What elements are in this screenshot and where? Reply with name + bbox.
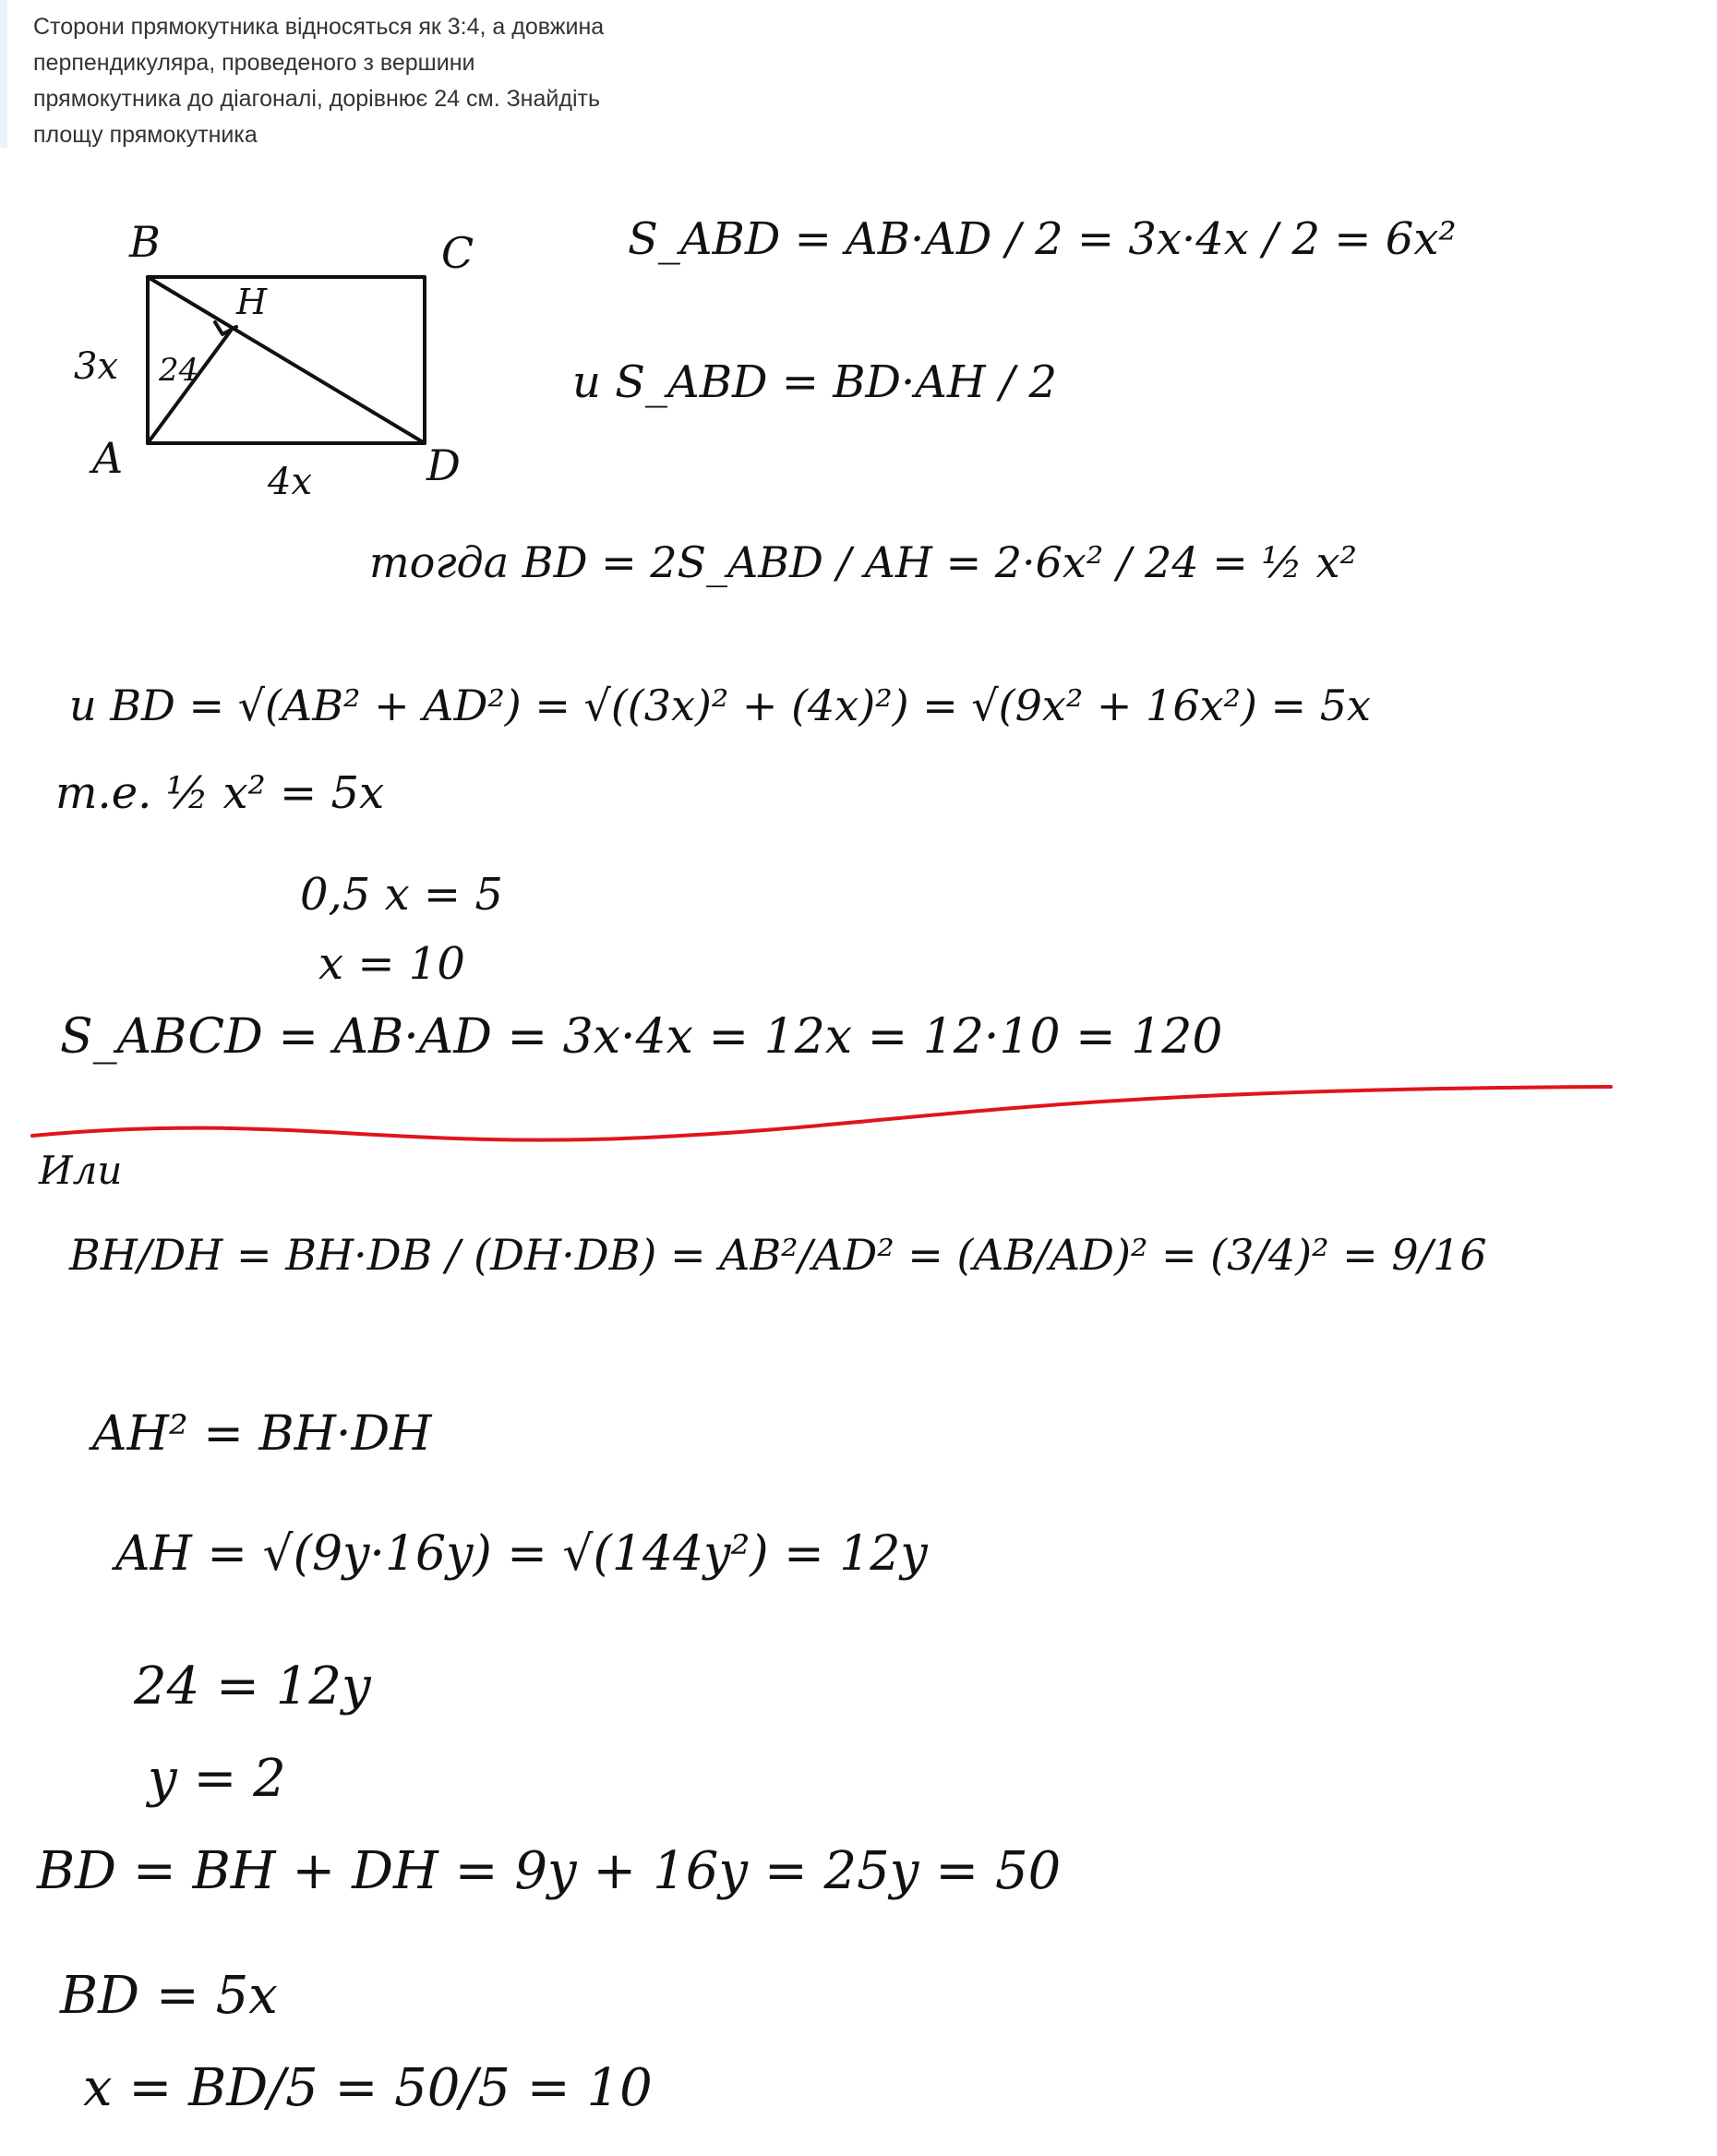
solution1-line-5: т.е. ½ x² = 5x	[55, 767, 385, 819]
vertex-c-label: C	[441, 228, 474, 278]
solution2-line-2: AH² = BH·DH	[92, 1406, 432, 1462]
solution1-line-3: тогда BD = 2S_ABD / AH = 2·6x² / 24 = ½ x²	[369, 537, 1357, 587]
foot-h-label: H	[236, 282, 268, 322]
solution2-line-7: BD = 5x	[60, 1966, 278, 2026]
solution2-line-6: BD = BH + DH = 9y + 16y = 25y = 50	[37, 1841, 1062, 1901]
question-line: перпендикуляра, проведеного з вершини	[33, 50, 475, 76]
solution-two	[36, 1148, 1487, 2118]
solution1-line-8: S_ABCD = AB·AD = 3x·4x = 12x = 12·10 = 120	[60, 1009, 1223, 1065]
side-ab-label: 3x	[74, 345, 119, 388]
question-line: прямокутника до діагоналі, дорівнює 24 см. Знайдіть	[33, 86, 600, 112]
red-divider-line	[32, 1087, 1611, 1140]
solution2-line-4: 24 = 12y	[134, 1656, 371, 1716]
side-ad-label: 4x	[268, 461, 313, 503]
solution2-line-8: x = BD/5 = 50/5 = 10	[83, 2058, 653, 2118]
solution-one	[55, 213, 1457, 1065]
solution1-line-2: и S_ABD = BD·AH / 2	[572, 356, 1057, 408]
solution1-line-7: x = 10	[318, 938, 465, 990]
solution2-line-1: BH/DH = BH·DB / (DH·DB) = AB²/AD² = (AB/AD)² = (3/4)² = 9/16	[69, 1230, 1487, 1280]
solution2-line-3: AH = √(9y·16y) = √(144y²) = 12y	[115, 1526, 928, 1582]
height-ah-label: 24	[159, 352, 199, 389]
solution1-line-1: S_ABD = AB·AD / 2 = 3x·4x / 2 = 6x²	[628, 213, 1457, 265]
solution2-line-5: y = 2	[148, 1749, 286, 1809]
vertex-a-label: A	[92, 433, 124, 483]
solution1-line-6: 0,5 x = 5	[300, 869, 503, 921]
alt-method-label: Или	[39, 1148, 123, 1193]
solution1-line-4: и BD = √(AB² + AD²) = √((3x)² + (4x)²) = √(9x² + 16x²) = 5x	[69, 681, 1371, 730]
vertex-d-label: D	[426, 440, 461, 490]
question-line: Сторони прямокутника відносяться як 3:4, а довжина	[33, 14, 605, 40]
question-line: площу прямокутника	[33, 122, 258, 148]
vertex-b-label: B	[129, 217, 161, 267]
